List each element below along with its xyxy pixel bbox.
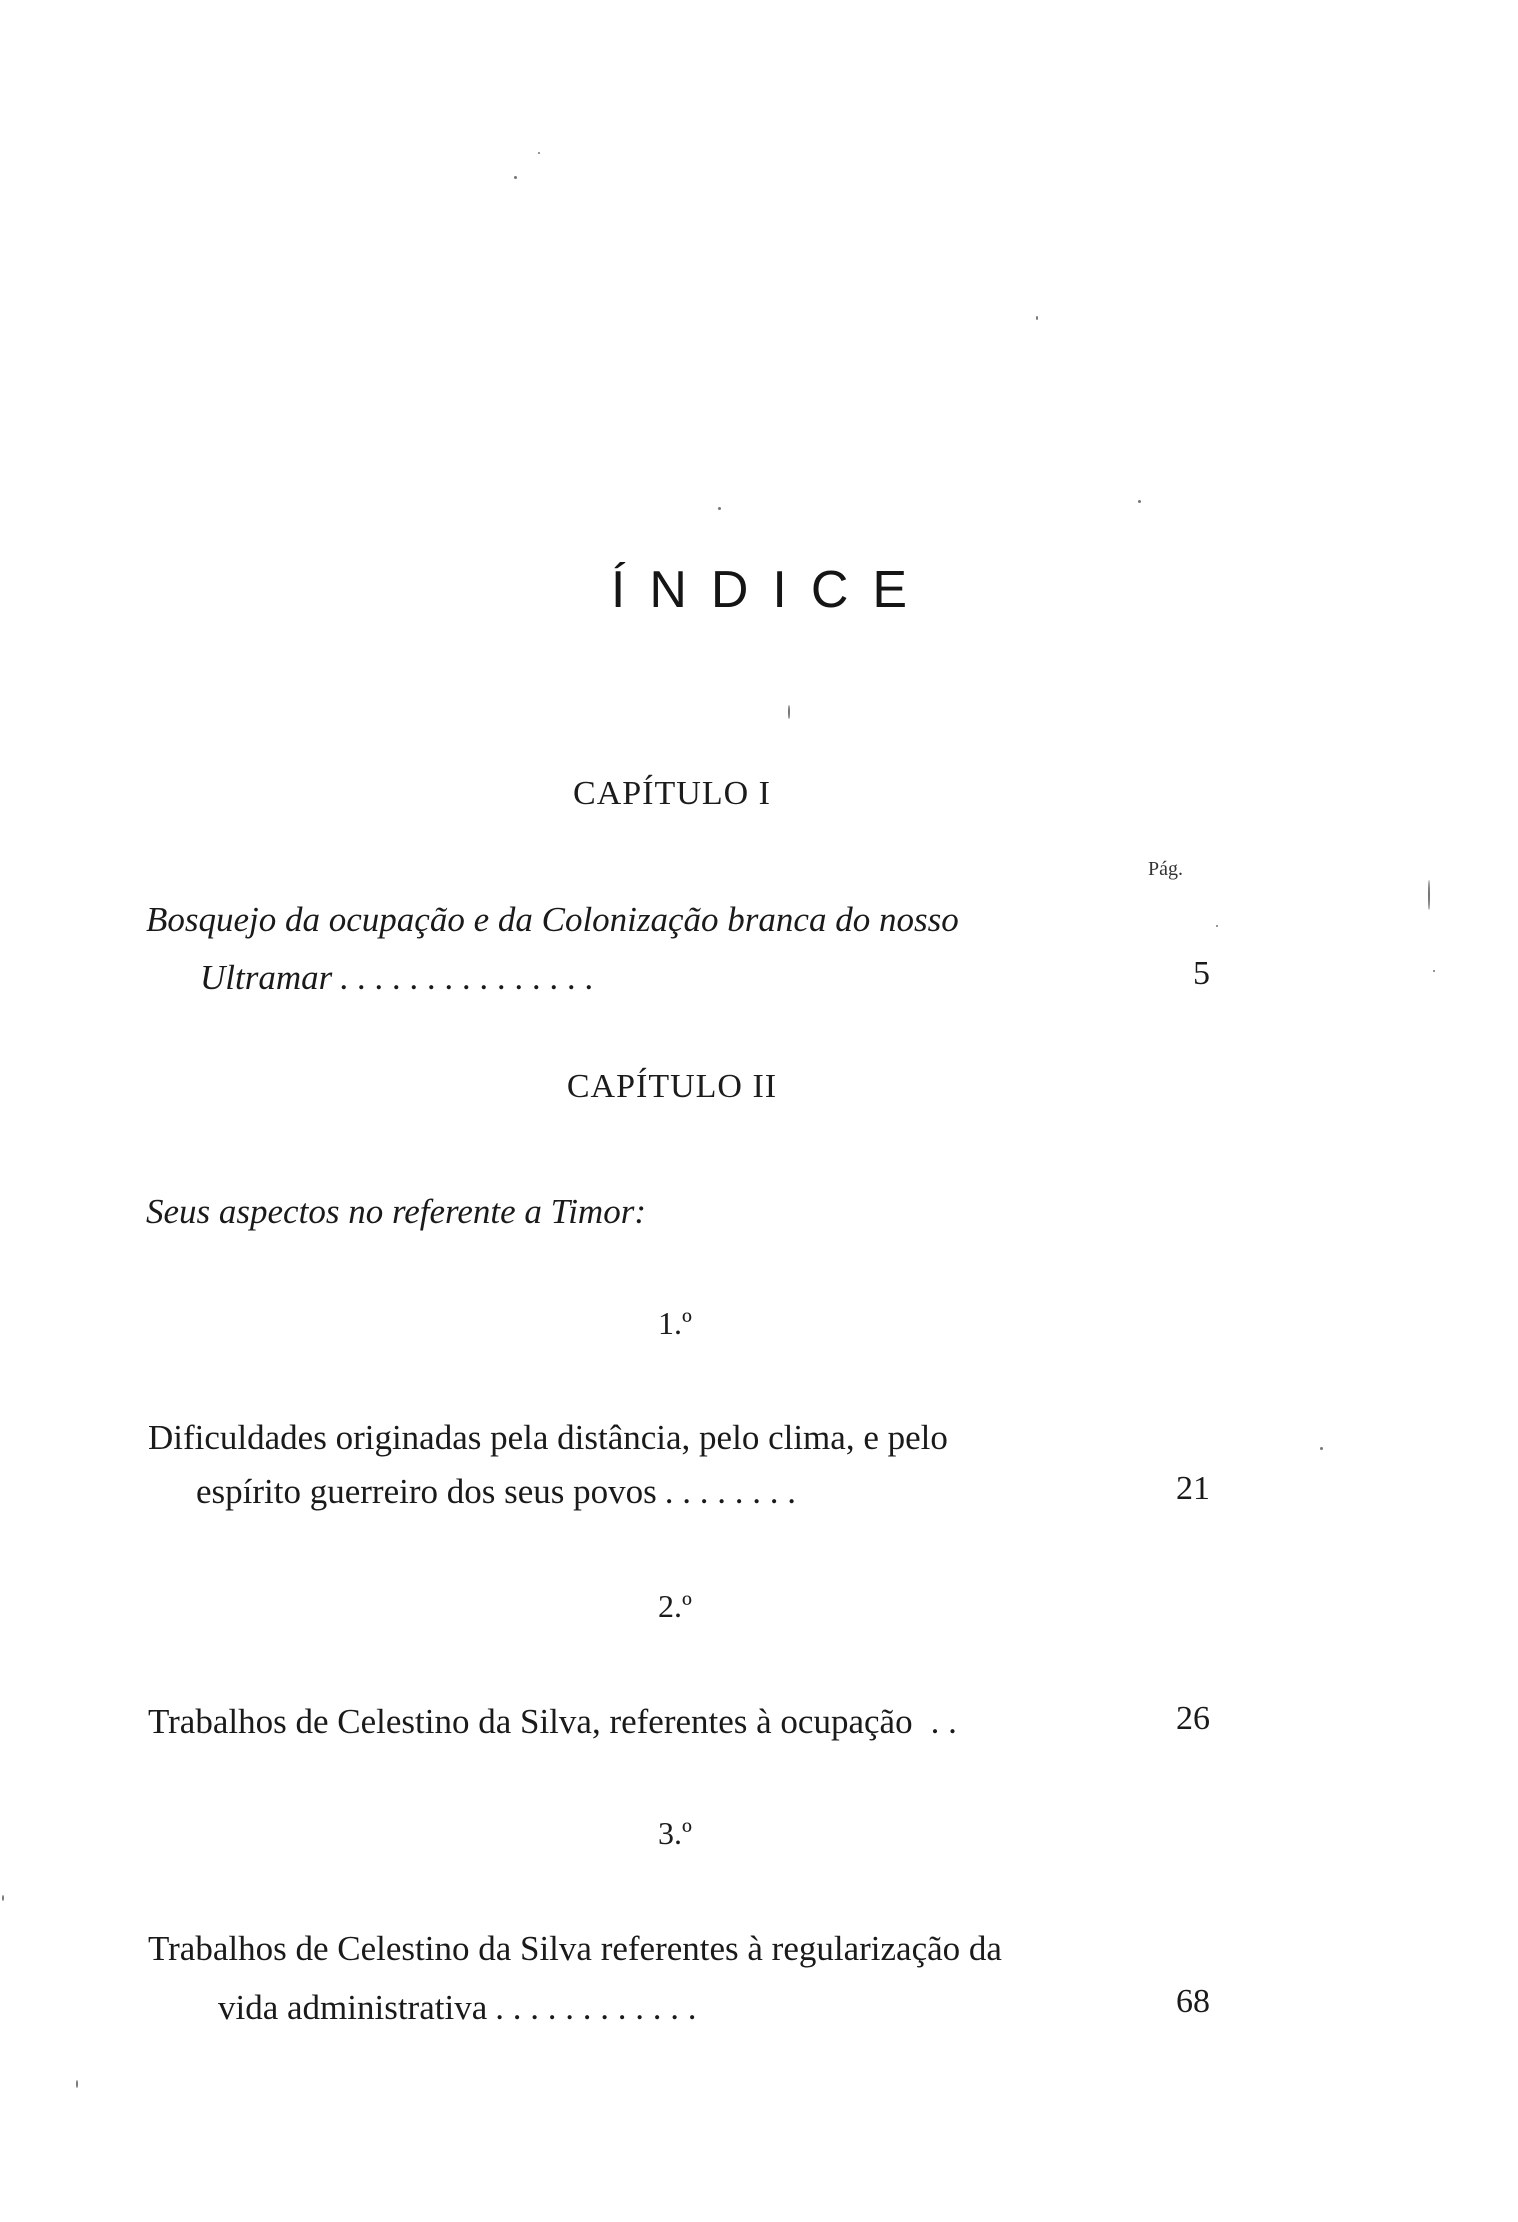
chapter-1-heading: CAPÍTULO I (573, 775, 771, 812)
chapter-1-entry-title-end: Ultramar (200, 958, 333, 997)
section-1-leaders: . . . . . . . . (664, 1472, 797, 1511)
section-2-title: Trabalhos de Celestino da Silva, referentes à ocupação (148, 1702, 913, 1741)
chapter-1-leaders: . . . . . . . . . . . . . . . (340, 958, 594, 997)
section-3-leaders: . . . . . . . . . . . . (495, 1988, 697, 2027)
section-3-line-2 (218, 1983, 696, 2033)
page-column-label: Pág. (1148, 858, 1183, 880)
section-3-page-number: 68 (1176, 1983, 1210, 2020)
section-1-page-number: 21 (1176, 1470, 1210, 1507)
index-title: ÍNDICE (610, 561, 932, 619)
section-2-page-number: 26 (1176, 1700, 1210, 1737)
section-3-line-1: Trabalhos de Celestino da Silva referentes à regularização da (148, 1929, 1002, 1968)
chapter-2-intro: Seus aspectos no referente a Timor: (146, 1192, 646, 1231)
section-2-line-1 (148, 1697, 1128, 1747)
section-3-title-end: vida administrativa (218, 1988, 488, 2027)
section-1-title-end: espírito guerreiro dos seus povos (196, 1472, 657, 1511)
section-1-number: 1.º (658, 1305, 692, 1341)
section-2-number: 2.º (658, 1588, 692, 1624)
section-2-leaders: . . (930, 1702, 957, 1741)
section-1-line-1: Dificuldades originadas pela distância, pelo clima, e pelo (148, 1418, 948, 1457)
section-1-line-2 (196, 1467, 796, 1517)
section-3-number: 3.º (658, 1815, 692, 1851)
chapter-2-heading: CAPÍTULO II (566, 1068, 778, 1105)
chapter-1-entry-line-2 (200, 953, 594, 1003)
chapter-1-page-number: 5 (1193, 955, 1210, 992)
chapter-1-entry-line-1: Bosquejo da ocupação e da Colonização branca do nosso (146, 900, 959, 939)
